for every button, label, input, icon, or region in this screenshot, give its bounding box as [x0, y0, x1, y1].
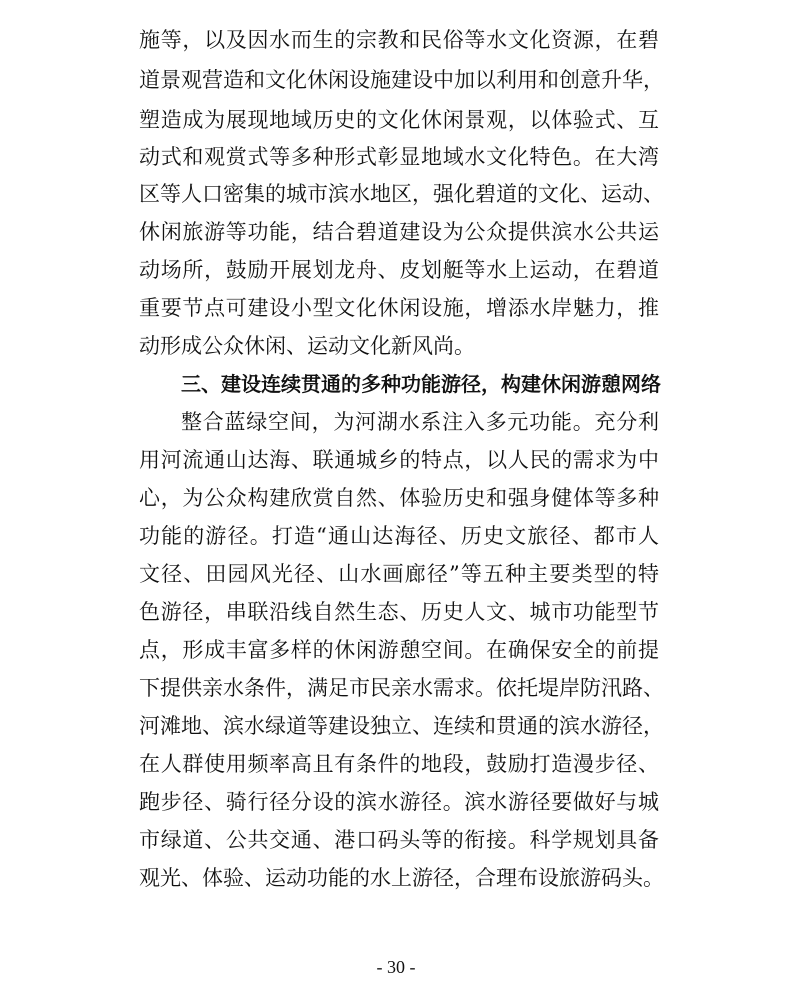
section-heading: 三、建设连续贯通的多种功能游径，构建休闲游憩网络 — [181, 372, 661, 396]
paragraph-line: 塑造成为展现地域历史的文化休闲景观，以体验式、互 — [139, 108, 659, 132]
paragraph-line: 在人群使用频率高且有条件的地段，鼓励打造漫步径、 — [139, 752, 659, 776]
paragraph-line: 观光、体验、运动功能的水上游径，合理布设旅游码头。 — [139, 866, 664, 890]
paragraph-line: 动形成公众休闲、运动文化新风尚。 — [139, 334, 475, 358]
paragraph-line: 动场所，鼓励开展划龙舟、皮划艇等水上运动，在碧道 — [139, 258, 659, 282]
paragraph-line: 用河流通山达海、联通城乡的特点，以人民的需求为中 — [139, 448, 659, 472]
paragraph-line: 道景观营造和文化休闲设施建设中加以利用和创意升华， — [139, 68, 664, 92]
paragraph-line: 施等，以及因水而生的宗教和民俗等水文化资源，在碧 — [139, 28, 659, 52]
page-number: - 30 - — [376, 957, 416, 977]
paragraph-line: 重要节点可建设小型文化休闲设施，增添水岸魅力，推 — [139, 296, 659, 320]
paragraph-line: 河滩地、滨水绿道等建设独立、连续和贯通的滨水游径， — [139, 714, 664, 738]
paragraph-line: 下提供亲水条件，满足市民亲水需求。依托堤岸防汛路、 — [139, 676, 664, 700]
paragraph-line: 整合蓝绿空间，为河湖水系注入多元功能。充分利 — [181, 410, 659, 434]
paragraph-line: 点，形成丰富多样的休闲游憩空间。在确保安全的前提 — [139, 638, 659, 662]
paragraph-line: 色游径，串联沿线自然生态、历史人文、城市功能型节 — [139, 600, 659, 624]
paragraph-line: 休闲旅游等功能，结合碧道建设为公众提供滨水公共运 — [139, 220, 659, 244]
paragraph-line: 心，为公众构建欣赏自然、体验历史和强身健体等多种 — [139, 486, 659, 510]
paragraph-line: 跑步径、骑行径分设的滨水游径。滨水游径要做好与城 — [139, 790, 659, 814]
paragraph-line: 文径、田园风光径、山水画廊径”等五种主要类型的特 — [139, 562, 659, 586]
paragraph-line: 动式和观赏式等多种形式彰显地域水文化特色。在大湾 — [139, 145, 659, 169]
paragraph-line: 市绿道、公共交通、港口码头等的衔接。科学规划具备 — [139, 828, 659, 852]
paragraph-line: 功能的游径。打造“通山达海径、历史文旅径、都市人 — [139, 524, 659, 548]
paragraph-line: 区等人口密集的城市滨水地区，强化碧道的文化、运动、 — [139, 182, 664, 206]
